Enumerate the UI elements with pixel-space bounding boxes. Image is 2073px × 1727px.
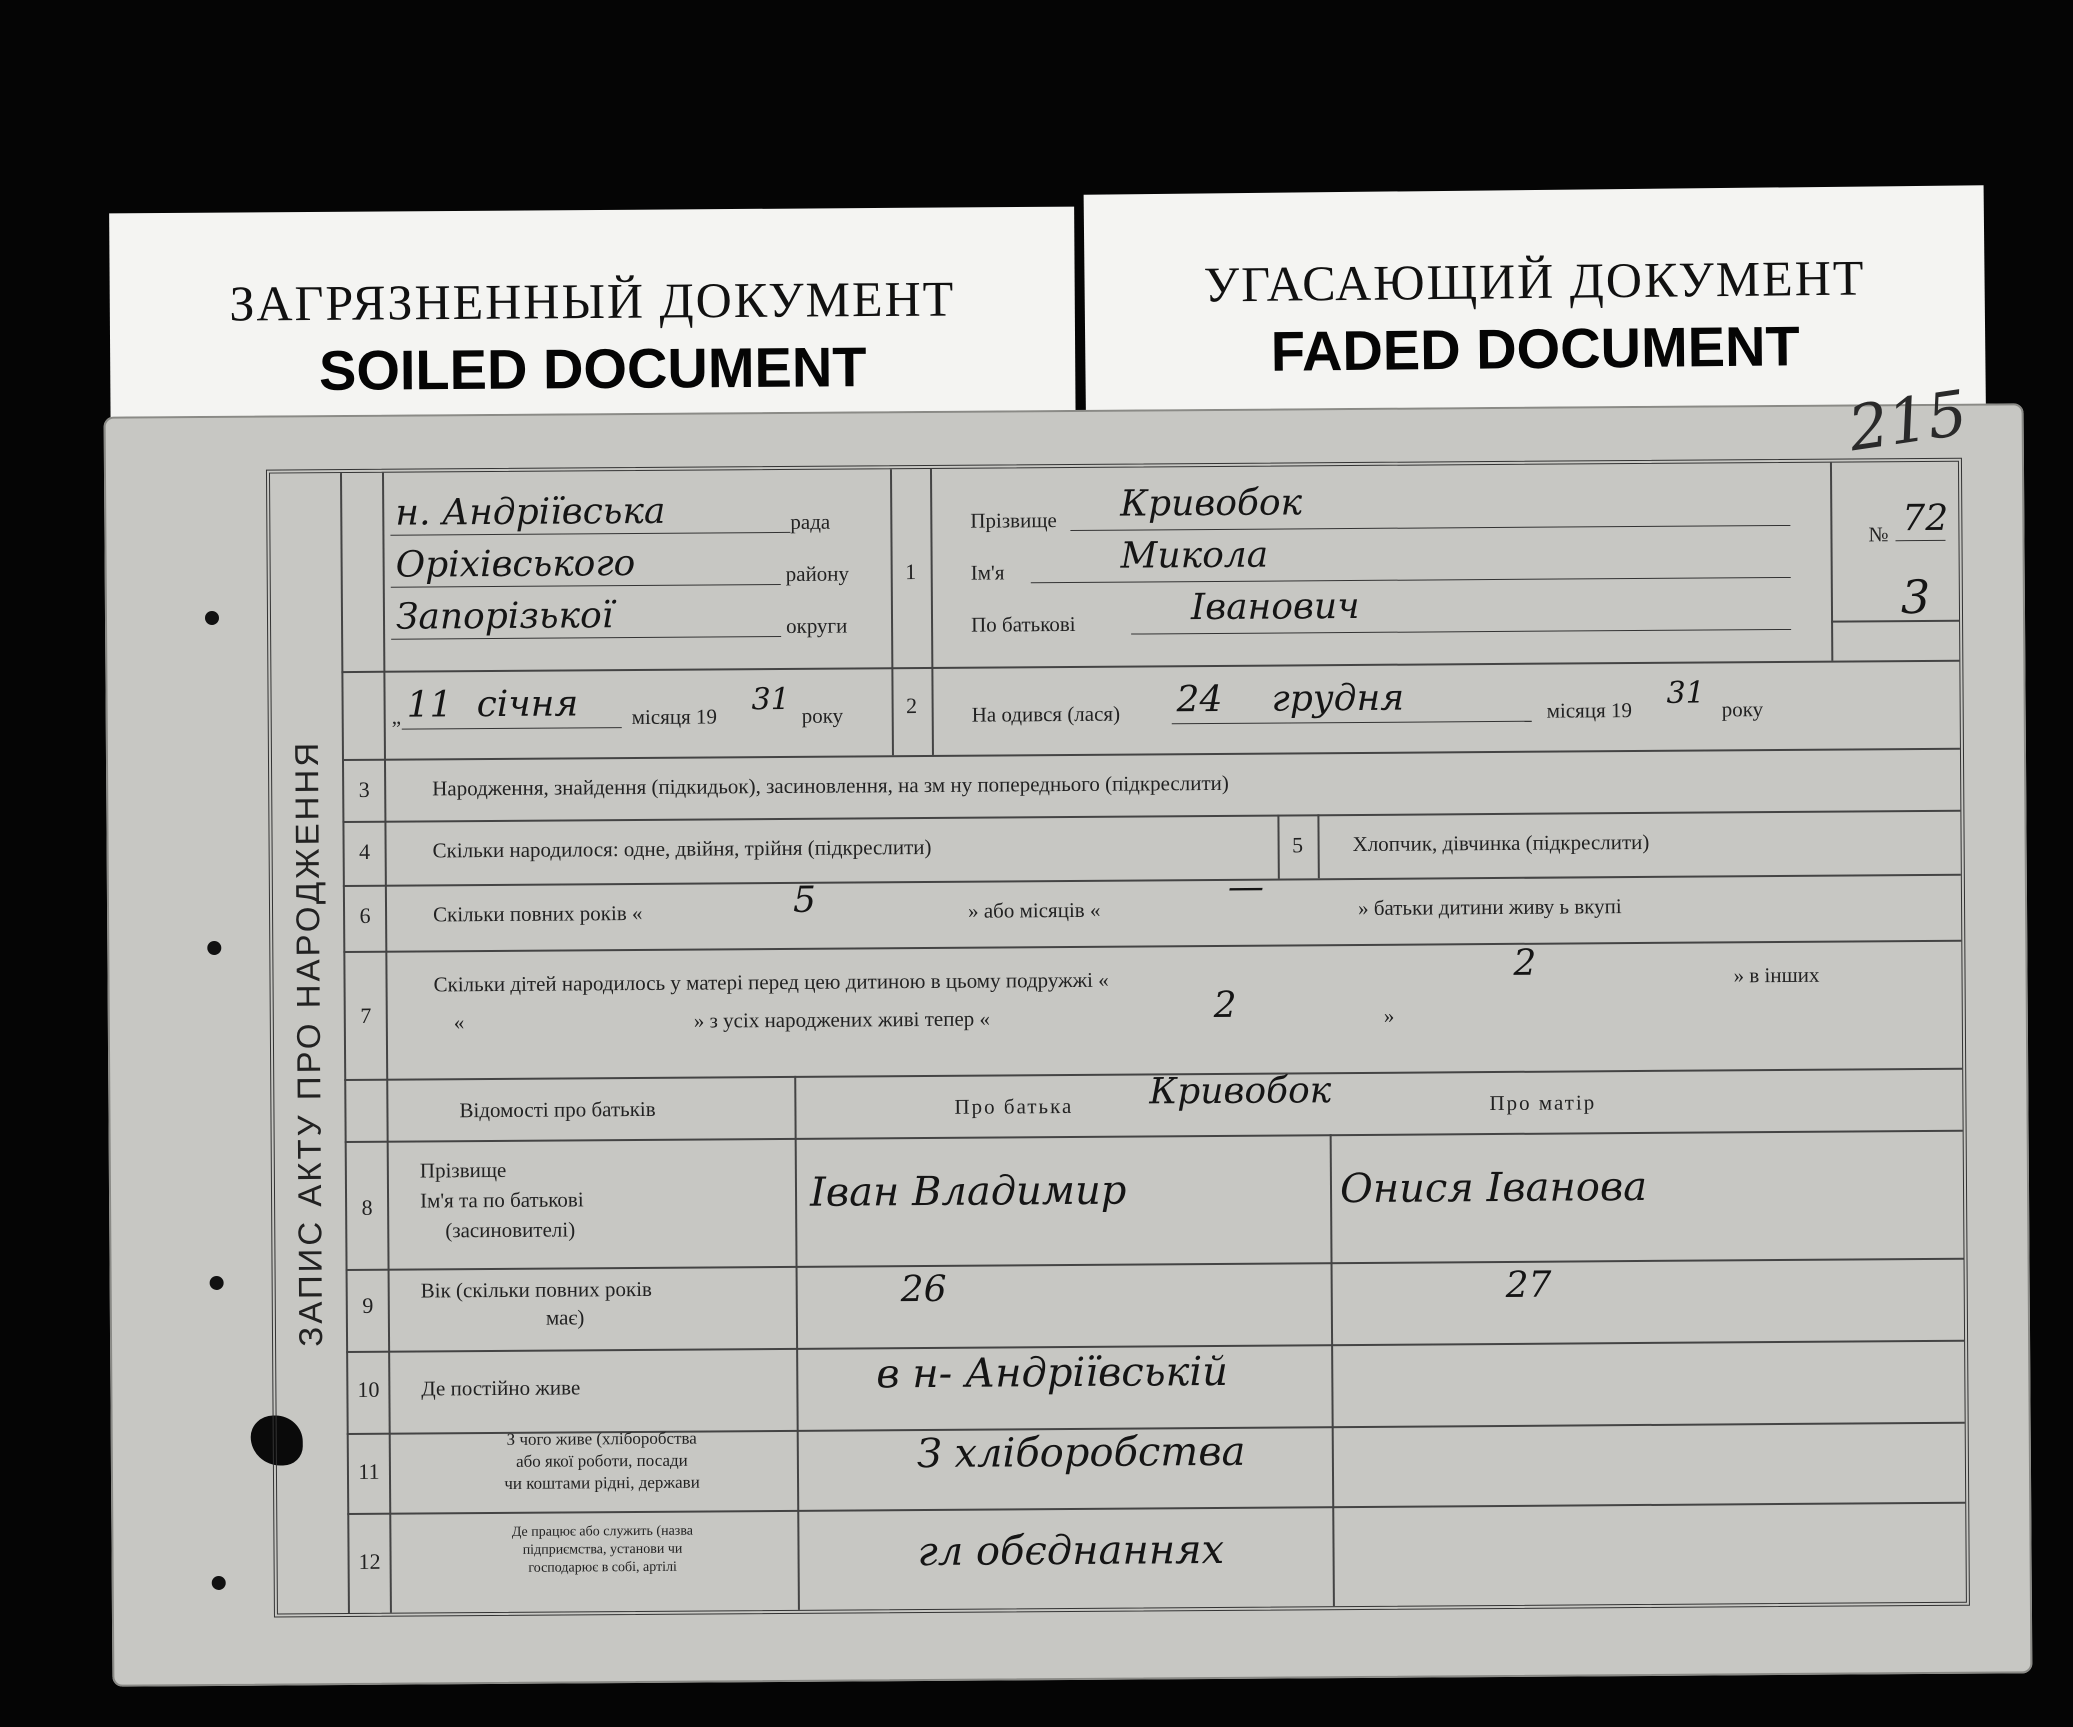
- birth-month: грудня: [1271, 677, 1405, 720]
- row12-label-3: господарює в собі, артілі: [528, 1559, 677, 1576]
- vertical-title-text: ЗАПИС АКТУ ПРО НАРОДЖЕННЯ: [287, 739, 330, 1347]
- children-line1: Скільки дітей народилось у матері перед цею дитиною в цьому подружжі «: [433, 967, 1109, 997]
- parents-header-col1: Відомості про батьків: [459, 1096, 656, 1123]
- row8-label-1: Прізвище: [419, 1157, 507, 1183]
- child-name: Микола: [1120, 534, 1269, 577]
- parents-header-father: Про батька: [954, 1093, 1074, 1119]
- years-together: 5: [792, 879, 817, 921]
- child-patronymic: Іванович: [1190, 585, 1360, 629]
- sex-text: Хлопчик, дівчинка (підкреслити): [1352, 829, 1650, 857]
- event-type-text: Народження, знайдення (підкидьок), засиновлення, на зм ну попереднього (підкреслити): [432, 770, 1229, 801]
- children-line1-end: » в інших: [1733, 962, 1820, 988]
- birth-record-form: ЗАПИС АКТУ ПРО НАРОДЖЕННЯ н. Андріївська рада Оріхівського району Запорізької округи „ 11 січня місяця 19 31 року 1 Прізвище Кривобок Ім'я Микола По батькові Іванович № 72 3 2 На одився (лася) 24 грудня місяця 19 31 року 3 Народження, знайдення (підкидьок), засиновлення, на зм ну попереднього (підкреслити) 4 Скільки народилося: одне, двійня, трійня (підкреслити) 5 Хлопчик, дівчинка (підкреслити) 6 Скільки повних років « 5 » або місяців « — » батьки дитини живу ь вкупі 7 Скільки дітей народилось у матері перед цею дитиною в цьому подружжі « 2 » в інших « » з усіх народжених живі тепер « 2 » Відомості про батьків Про батька Кривобок Про матір 8 Прізвище Ім'я та по батькові (засиновителі) Іван Владимир Онися Іванова 9 Вік (скільки повних років має) 26 27 10 Де постійно живе в н- Андріївській 11 З чого живе (хліборобства або якої роботи, посади чи коштами рідні, держави З хліборобства 12 Де працює або служить (назва підприємства, установи чи господарює в собі, артілі гл обєднаннях: [266, 458, 1970, 1618]
- row11-label-1: З чого живе (хліборобства: [506, 1428, 697, 1449]
- birth-roku-label: року: [1721, 697, 1764, 722]
- row10-label: Де постійно живе: [421, 1375, 581, 1401]
- record-number-label: №: [1868, 522, 1889, 547]
- birth-record-card: [104, 375, 2033, 1686]
- okruha-value: Запорізької: [395, 595, 614, 638]
- date-year: 31: [751, 681, 790, 718]
- rada-label: рада: [790, 509, 831, 534]
- children-line2-c: »: [1383, 1003, 1395, 1028]
- months-label: » або місяців «: [967, 897, 1101, 923]
- father-age: 26: [900, 1268, 947, 1311]
- row-number: 6: [359, 902, 371, 928]
- raion-label: району: [785, 561, 850, 586]
- parents-header-mother: Про матір: [1489, 1090, 1597, 1116]
- punch-hole: [207, 941, 221, 955]
- residence-value: в н- Андріївській: [876, 1348, 1229, 1398]
- archive-stamp: 215: [1843, 375, 1972, 466]
- soiled-label-en: SOILED DOCUMENT: [318, 335, 867, 402]
- birth-year: 31: [1666, 675, 1705, 711]
- date-month: січня: [476, 683, 579, 726]
- row-number: 3: [358, 776, 370, 802]
- children-born-value: 2: [1513, 942, 1537, 984]
- mother-age: 27: [1505, 1264, 1552, 1306]
- soiled-label-ru: ЗАГРЯЗНЕННЫЙ ДОКУМЕНТ: [229, 270, 956, 332]
- vertical-title: [270, 473, 350, 1613]
- row12-label-2: підприємства, установи чи: [522, 1541, 683, 1558]
- children-line2-b: » з усіх народжених живі тепер «: [693, 1006, 991, 1033]
- record-number: 72: [1902, 497, 1949, 540]
- rada-value: н. Андріївська: [395, 490, 666, 534]
- row-number: 11: [358, 1458, 380, 1484]
- row-number: 9: [362, 1292, 374, 1318]
- okruha-label: округи: [785, 613, 848, 638]
- occupation-value: З хліборобства: [916, 1428, 1246, 1478]
- row12-label-1: Де працює або служить (назва: [511, 1523, 694, 1540]
- row-number: 7: [360, 1002, 372, 1028]
- row-number: 5: [1292, 832, 1304, 858]
- together-label: » батьки дитини живу ь вкупі: [1357, 894, 1622, 920]
- punch-hole: [210, 1276, 224, 1290]
- faded-label-en: FADED DOCUMENT: [1270, 314, 1800, 383]
- row9-label-1: Вік (скільки повних років: [420, 1276, 653, 1303]
- row-number: 12: [358, 1548, 381, 1574]
- birth-day: 24: [1176, 678, 1223, 721]
- birth-misyatsya-label: місяця 19: [1546, 698, 1633, 723]
- years-label: Скільки повних років «: [432, 900, 643, 927]
- mother-name: Онися Іванова: [1339, 1163, 1648, 1213]
- father-surname: Кривобок: [1149, 1070, 1332, 1113]
- date-day: 11: [406, 684, 453, 726]
- row-number: 2: [906, 693, 918, 719]
- faded-label-ru: УГАСАЮЩИЙ ДОКУМЕНТ: [1203, 249, 1866, 313]
- punch-hole: [205, 611, 219, 625]
- patronymic-label: По батькові: [970, 611, 1076, 637]
- row-number: 10: [357, 1376, 380, 1402]
- child-surname: Кривобок: [1120, 482, 1303, 525]
- months-together: —: [1227, 866, 1265, 908]
- father-name: Іван Владимир: [809, 1167, 1127, 1216]
- workplace-value: гл обєднаннях: [917, 1526, 1225, 1576]
- born-label: На одився (лася): [971, 701, 1121, 727]
- row11-label-3: чи коштами рідні, держави: [504, 1472, 700, 1493]
- date-roku-label: року: [801, 703, 844, 728]
- row-number: 8: [361, 1194, 373, 1220]
- surname-label: Прізвище: [970, 508, 1057, 533]
- raion-value: Оріхівського: [395, 543, 636, 586]
- row-number: 1: [905, 559, 917, 585]
- record-number-secondary: 3: [1900, 569, 1931, 625]
- row-number: 4: [359, 838, 371, 864]
- row9-label-2: має): [545, 1305, 585, 1330]
- row8-label-2: Ім'я та по батькові: [419, 1187, 584, 1213]
- row11-label-2: або якої роботи, посади: [515, 1450, 688, 1471]
- children-alive-value: 2: [1213, 984, 1237, 1026]
- name-label: Ім'я: [970, 560, 1005, 585]
- punch-hole: [212, 1576, 226, 1590]
- date-misyatsya-label: місяця 19: [631, 704, 718, 730]
- row8-label-3: (засиновителі): [445, 1217, 576, 1243]
- birth-count-text: Скільки народилося: одне, двійня, трійня (підкреслити): [432, 834, 932, 863]
- children-line2-a: «: [453, 1010, 465, 1035]
